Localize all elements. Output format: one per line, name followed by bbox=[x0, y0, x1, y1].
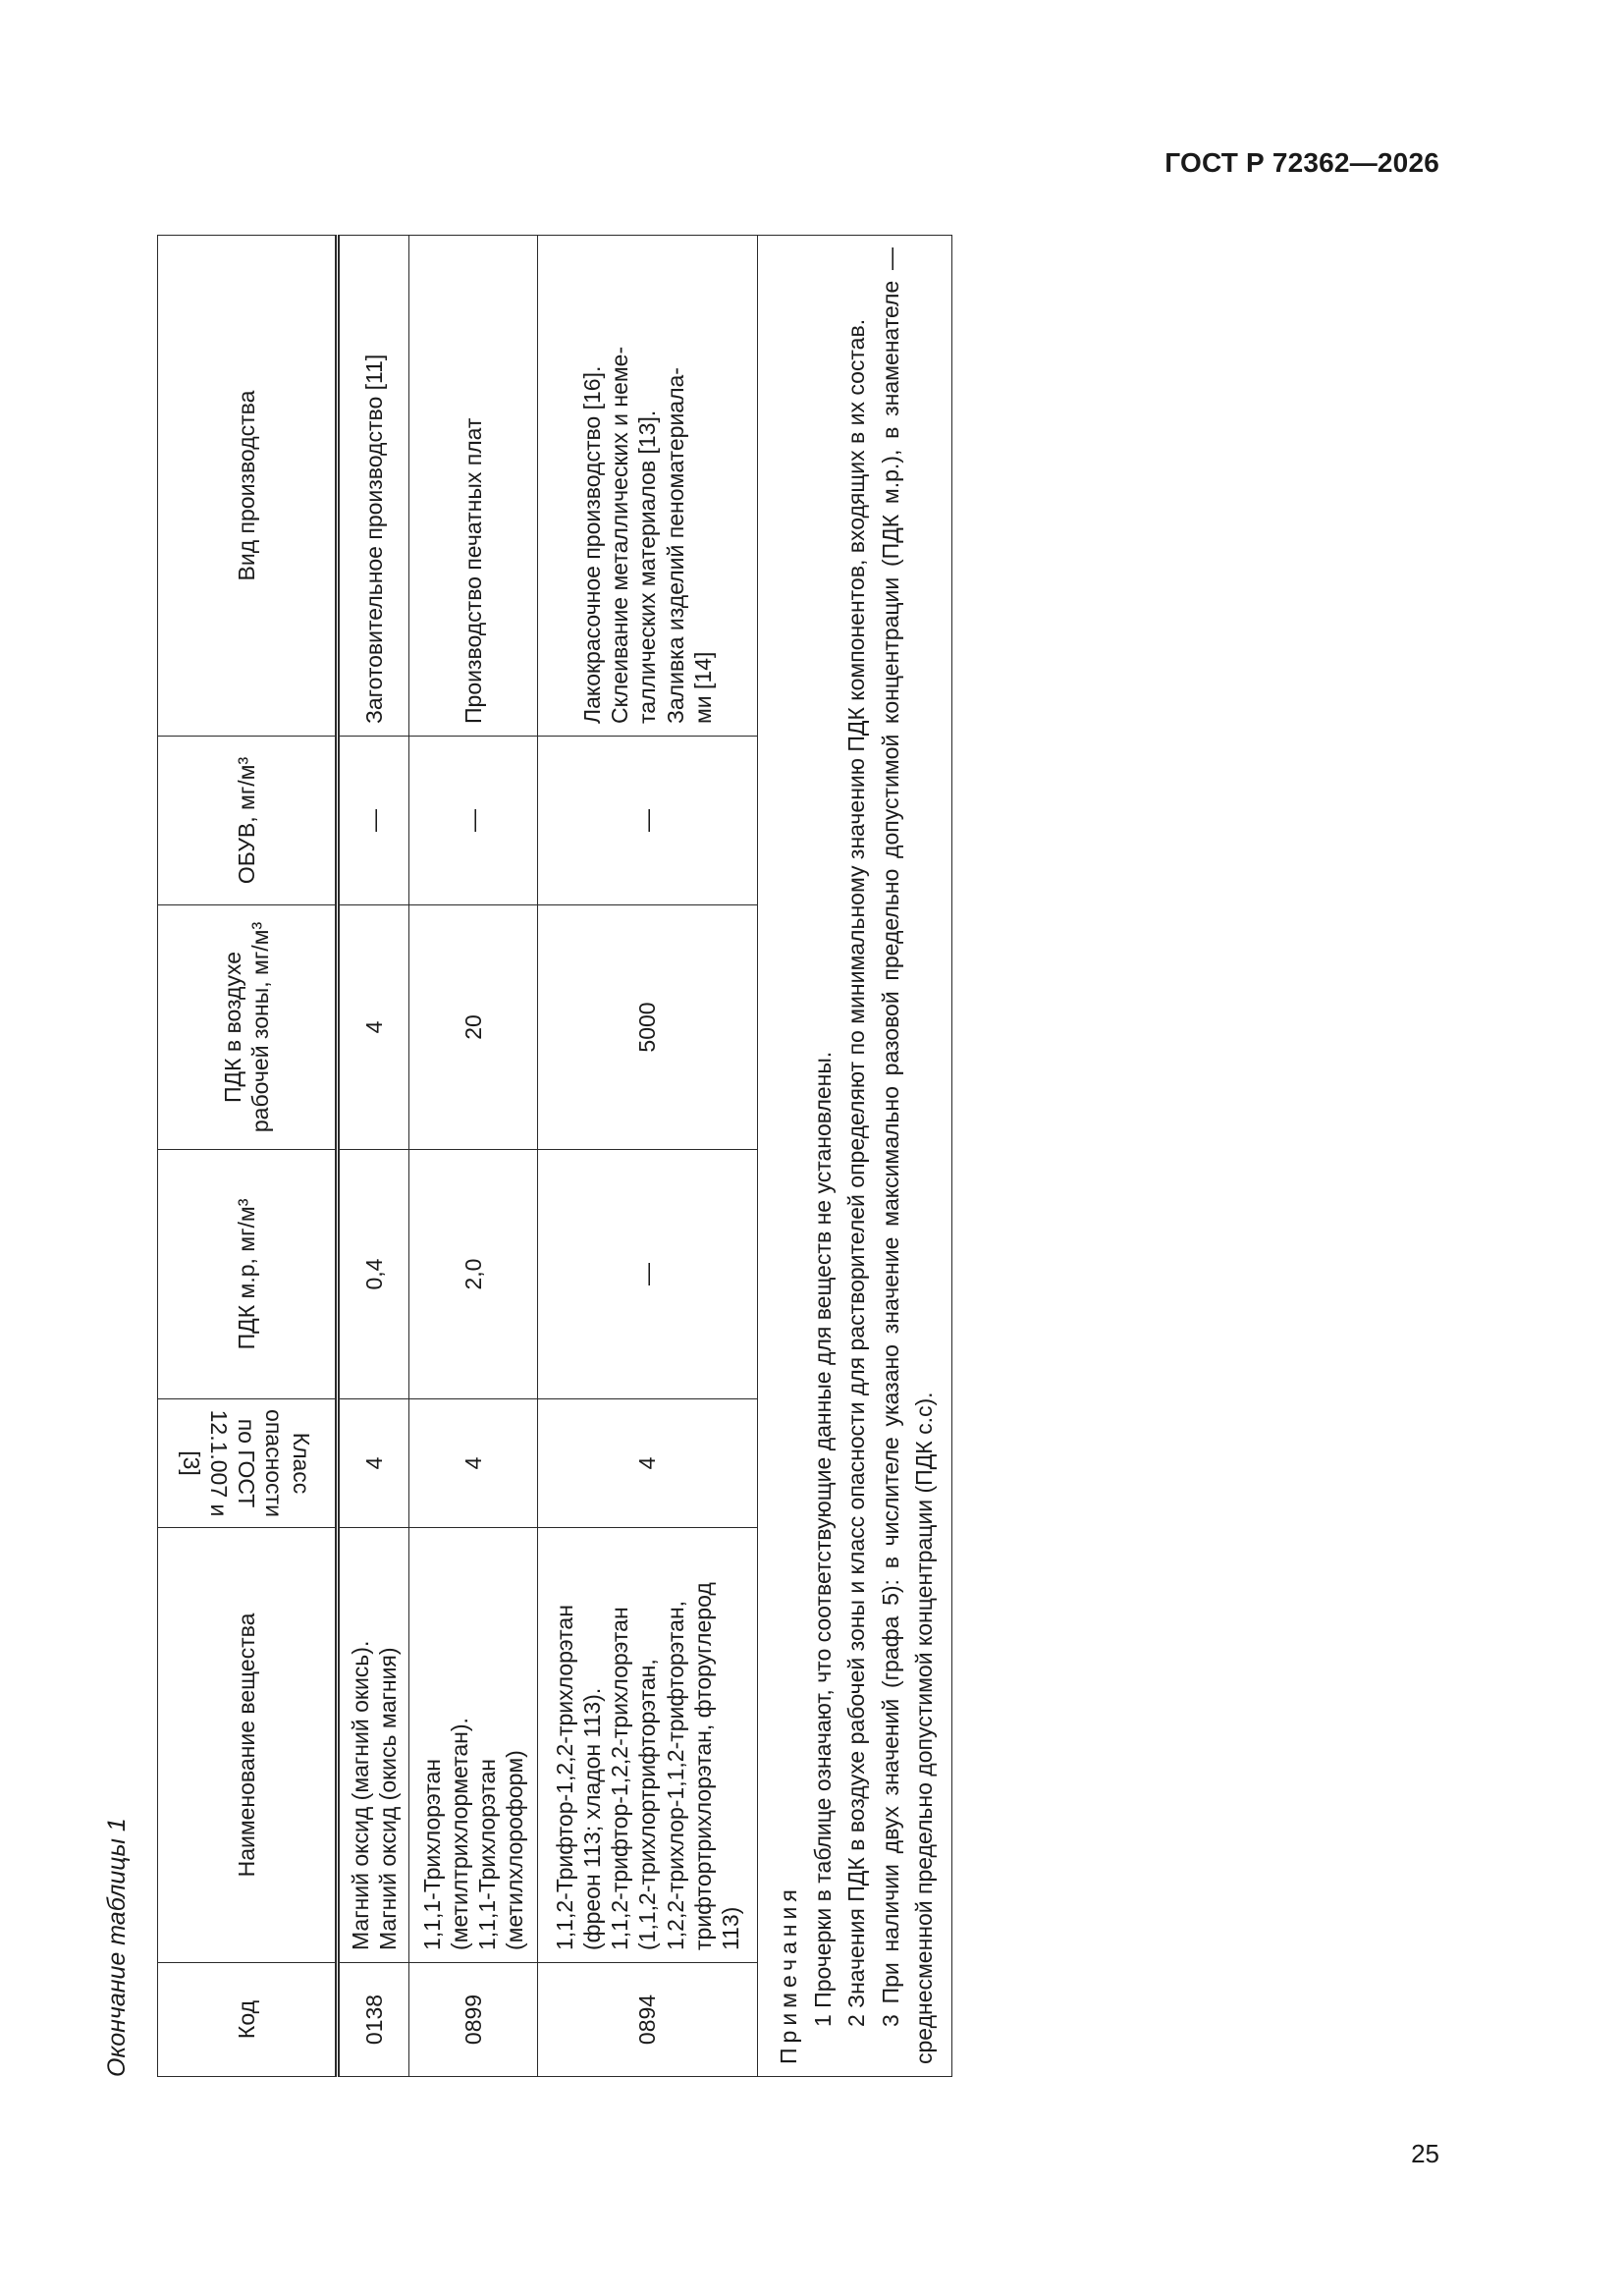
cell-pdk-work-zone: 20 bbox=[409, 905, 538, 1150]
table-caption: Окончание таблицы 1 bbox=[103, 1818, 131, 2077]
table-row bbox=[409, 236, 538, 2077]
cell-production-type: Производство печатных плат bbox=[409, 236, 538, 737]
table-header-row bbox=[158, 236, 338, 2077]
cell-pdk-mr: 2,0 bbox=[409, 1150, 538, 1399]
note-3: 3 При наличии двух значений (графа 5): в числителе указано значение максимально разовой предельно допустимой концентрации (ПДК м.р.), в знаменателе — среднесменной предельно допустимой концентрации (ПДК с.с). bbox=[877, 247, 937, 2064]
table-row bbox=[538, 236, 758, 2077]
cell-obuv: — bbox=[538, 737, 758, 905]
hazard-class-header-text: Класс опасности по ГОСТ 12.1.007 и [3] bbox=[178, 1409, 315, 1517]
column-header-production: Вид производства bbox=[158, 236, 338, 737]
notes-title: Примечания bbox=[776, 1885, 801, 2064]
cell-hazard-class: 4 bbox=[409, 1399, 538, 1528]
note-2: 2 Значения ПДК в воздухе рабочей зоны и класс опасности для растворителей определяют по минимальному значению ПДК компонентов, входящих в их состав. bbox=[843, 318, 869, 2027]
cell-pdk-mr: 0,4 bbox=[338, 1150, 409, 1399]
column-header-pdk-work-zone: ПДК в воздухе рабочей зоны, мг/м³ bbox=[158, 905, 338, 1150]
notes-cell bbox=[758, 236, 952, 2077]
table-row bbox=[338, 236, 409, 2077]
cell-hazard-class: 4 bbox=[538, 1399, 758, 1528]
cell-pdk-mr: — bbox=[538, 1150, 758, 1399]
document-designation: ГОСТ Р 72362—2026 bbox=[1164, 147, 1439, 178]
cell-obuv: — bbox=[338, 737, 409, 905]
cell-production-type: Лакокрасочное производство [16]. Склеивание металлических и неме- таллических материалов [13]. Заливка изделий пеноматериала- ми [14] bbox=[538, 236, 758, 737]
cell-pdk-work-zone: 5000 bbox=[538, 905, 758, 1150]
note-1: 1 Прочерки в таблице означают, что соответствующие данные для веществ не установлены. bbox=[809, 1051, 836, 2027]
cell-code: 0894 bbox=[538, 1963, 758, 2077]
cell-hazard-class: 4 bbox=[338, 1399, 409, 1528]
column-header-name: Наименование вещества bbox=[158, 1528, 338, 1963]
cell-substance-name: Магний оксид (магний окись). Магний оксид (окись магния) bbox=[338, 1528, 409, 1963]
column-header-code: Код bbox=[158, 1963, 338, 2077]
column-header-hazard-class bbox=[158, 1399, 338, 1528]
rotated-table-block bbox=[103, 113, 1026, 2077]
cell-pdk-work-zone: 4 bbox=[338, 905, 409, 1150]
page-number: 25 bbox=[1411, 2139, 1439, 2168]
notes-row bbox=[758, 236, 952, 2077]
column-header-obuv: ОБУВ, мг/м³ bbox=[158, 737, 338, 905]
column-header-pdk-mr: ПДК м.р, мг/м³ bbox=[158, 1150, 338, 1399]
cell-obuv: — bbox=[409, 737, 538, 905]
cell-substance-name: 1,1,1-Трихлорэтан (метилтрихлорметан). 1,1,1-Трихлорэтан (метилхлороформ) bbox=[409, 1528, 538, 1963]
cell-production-type: Заготовительное производство [11] bbox=[338, 236, 409, 737]
cell-code: 0138 bbox=[338, 1963, 409, 2077]
cell-code: 0899 bbox=[409, 1963, 538, 2077]
substances-table bbox=[157, 235, 952, 2077]
cell-substance-name: 1,1,2-Трифтор-1,2,2-трихлорэтан (фреон 113; хладон 113). 1,1,2-трифтор-1,2,2-трихлорэтан (1,1,2-трихлортрифторэтан, 1,2,2-трихлор-1,1,2-трифторэтан, трифтортрихлорэтан, фторуглерод 113) bbox=[538, 1528, 758, 1963]
